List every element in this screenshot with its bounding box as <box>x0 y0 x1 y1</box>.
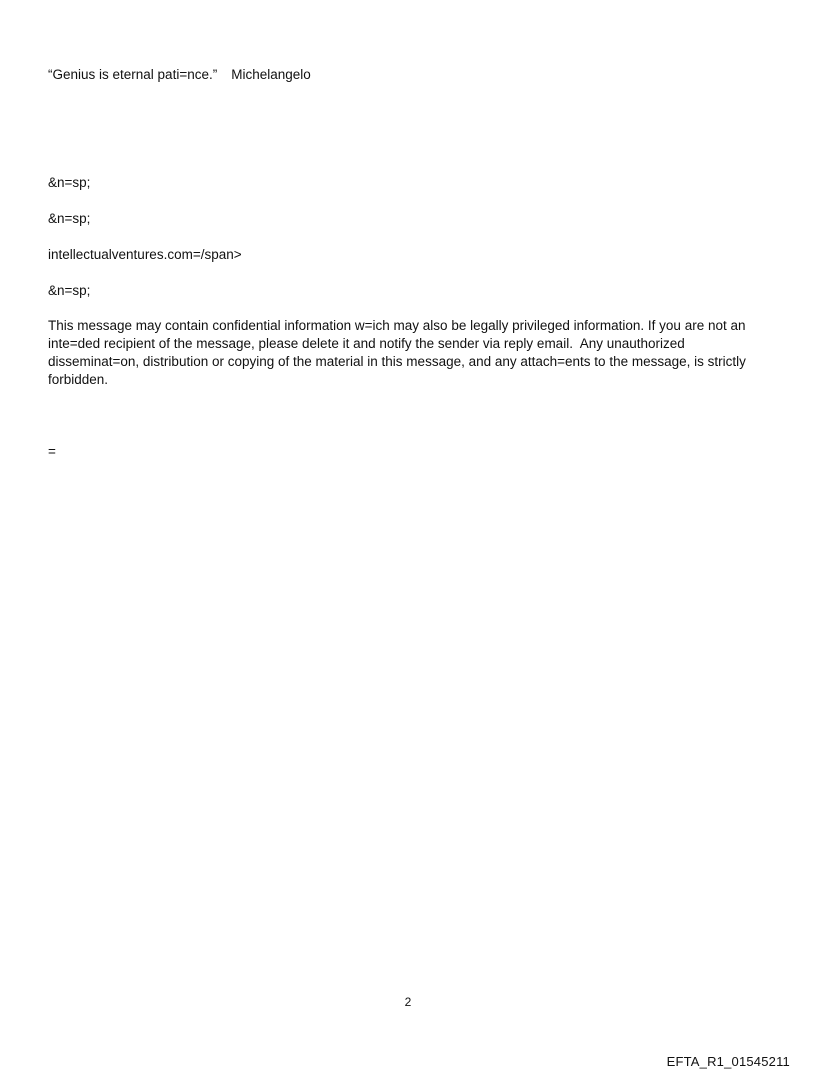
nbsp-line-3: &n=sp; <box>48 283 91 298</box>
quote-text: “Genius is eternal pati=nce.” <box>48 67 218 82</box>
disclaimer-line-2: inte=ded recipient of the message, please delete it and notify the sender via reply email. Any unauthorized <box>48 336 685 351</box>
confidentiality-disclaimer <box>48 317 768 389</box>
disclaimer-line-3: disseminat=on, distribution or copying of the material in this message, and any attach=ents to the message, is strictly <box>48 354 746 369</box>
company-domain-text: intellectualventures.com=/span> <box>48 247 242 262</box>
quote-author: Michelangelo <box>231 67 311 82</box>
quote-line <box>48 66 311 84</box>
disclaimer-line-1: This message may contain confidential information w=ich may also be legally privileged information. If you are not an <box>48 318 746 333</box>
trailing-equals-mark: = <box>48 444 56 459</box>
nbsp-line-2: &n=sp; <box>48 211 91 226</box>
nbsp-line-1: &n=sp; <box>48 175 91 190</box>
bates-number: EFTA_R1_01545211 <box>666 1054 790 1069</box>
page-number: 2 <box>404 995 412 1009</box>
disclaimer-line-4: forbidden. <box>48 372 109 387</box>
